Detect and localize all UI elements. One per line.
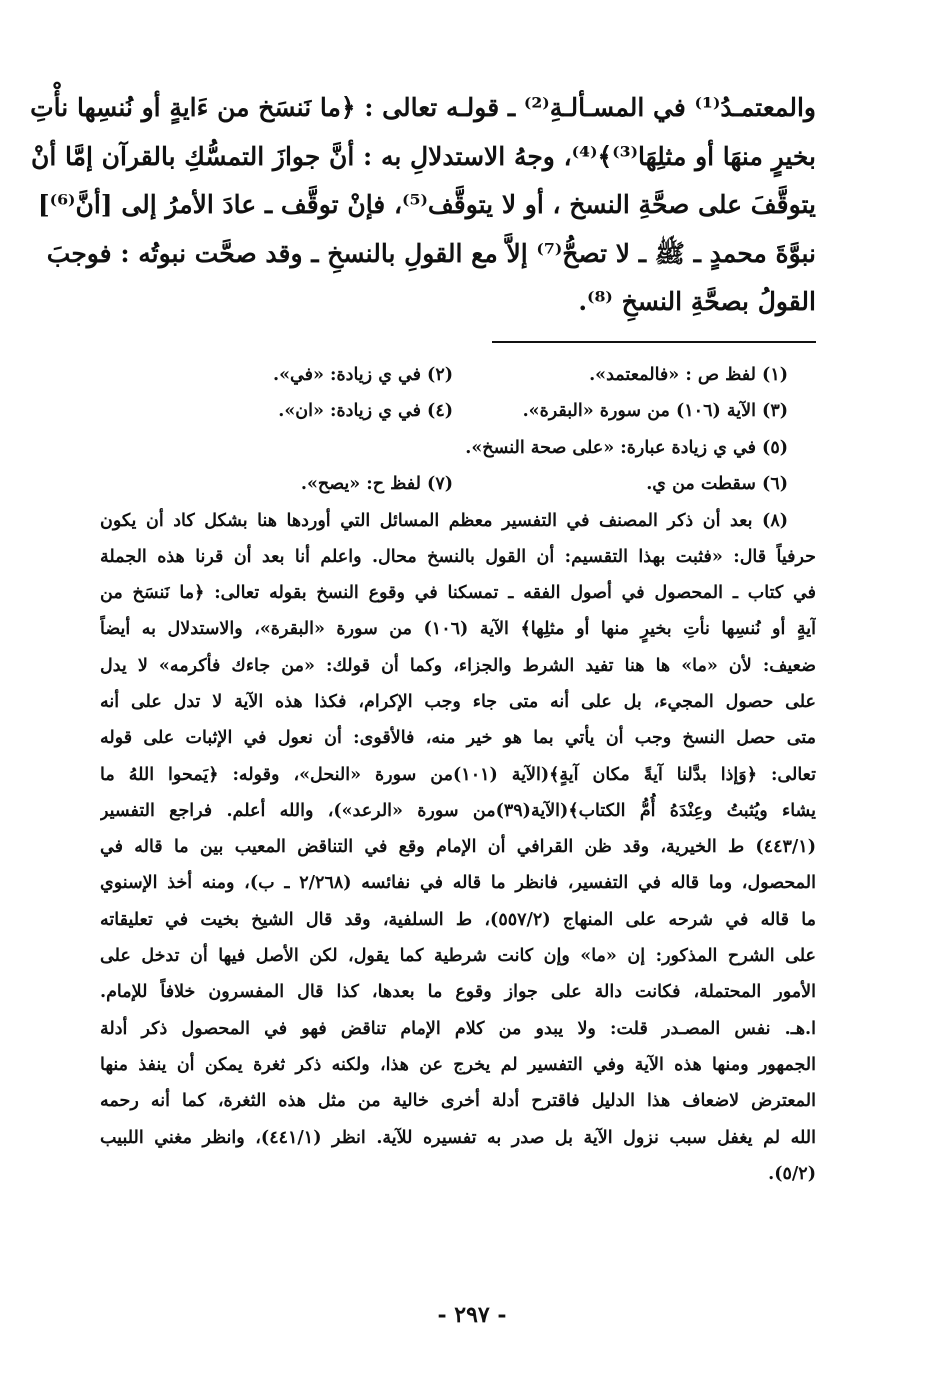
footnote-4: (٤) في ي زيادة: «ان». xyxy=(278,401,453,421)
main-line: القولُ بصحَّةِ النسخِ ⁽⁸⁾. xyxy=(578,287,816,316)
footnote-2: (٢) في ي زيادة: «في». xyxy=(273,364,453,385)
footnote-line: المعترض لاضعاف هذا الدليل فاقترح أدلة أخرى خالية من مثل هذه الثغرة، كما أنه رحمه xyxy=(100,1091,816,1112)
main-line: نبوَّةَ محمدٍ ـ ﷺ ـ لا تصحُّ⁽⁷⁾ إلاَّ مع القولِ بالنسخِ ـ وقد صحَّت نبوتُه : فوجبَ xyxy=(46,238,816,268)
footnote-line: آيةٍ أو نُنسِها نأتِ بخيرٍ منها أو مثلِها﴾ الآية (١٠٦) من سورة «البقرة»، والاستدلال به أيضاً xyxy=(100,619,816,640)
footnote-line: على حصول المجيء، بل على أنه متى جاء وجب الإكرام، فكذا هذه الآية لا تدل على أنه xyxy=(100,691,816,712)
footnote-line: حرفياً قال: «فثبت بهذا التقسيم: أن القول بالنسخ محال. واعلم أنا بعد أن قرنا هذه الجملة xyxy=(100,546,816,567)
footnote-divider xyxy=(492,341,816,343)
footnote-line: على الشرح المذكور: إن «ما» وإن كانت شرطية كما يقول، لكن الأصل فيها أن تدخل على xyxy=(100,946,816,967)
footnote-line: ضعيف: لأن «ما» ها هنا تفيد الشرط والجزاء، وكما أن قولك: «من جاءك فأكرمه» لا يدل xyxy=(100,655,816,676)
footnote-3: (٣) الآية (١٠٦) من سورة «البقرة». xyxy=(522,401,788,421)
footnote-line: في كتاب ـ المحصول في أصول الفقه ـ تمسكنا في وقوع النسخ بقوله تعالى: ﴿ما نَنسَخ من xyxy=(100,583,816,604)
footnote-line: (٨) بعد أن ذكر المصنف في التفسير معظم المسائل التي أوردها هنا بشكل كاد أن يكون xyxy=(100,510,788,531)
footnote-line: يشاء ويُثبتُ وعِنْدَهُ أُمُّ الكتاب﴾(الآية(٣٩)من سورة «الرعد»)، والله أعلم. فراجع التفسير xyxy=(100,800,816,821)
footnote-line: الجمهور ومنها هذه الآية وفي التفسير لم يخرج عن هذا، ولكنه ذكر ثغرة يمكن أن ينفذ منها xyxy=(100,1054,816,1075)
footnote-line: ما قاله في شرحه على المنهاج (٥٥٧/٢)، ط السلفية، وقد قال الشيخ بخيت في تعليقاته xyxy=(100,909,816,930)
footnote-line: متى حصل النسخ وجب أن يأتي بما هو خير منه، فالأقوى: أن نعول في الإثبات على قوله xyxy=(100,728,816,749)
footnote-8 xyxy=(100,503,816,1193)
footnote-line: (٤٤٣/١) ط الخيرية، وقد ظن القرافي أن الإمام وقع في التناقض المعيب بين ما قاله في xyxy=(100,837,816,858)
footnote-line: الأمور المحتملة، فكانت دالة على جواز وقوع ما بعدها، كذا قال المفسرون خلافاً للإمام. xyxy=(100,982,816,1003)
main-line: يتوقَّفَ على صحَّةِ النسخ ، أو لا يتوقَّف⁽⁵⁾، فإنْ توقَّف ـ عادَ الأمرُ إلى [أنَّ⁽⁶⁾] xyxy=(37,190,816,219)
footnote-1: (١) لفظ ص : «فالمعتمد». xyxy=(589,364,788,385)
page-number: - ٢٩٧ - xyxy=(437,1302,507,1328)
footnote-5: (٥) في ي زيادة عبارة: «على صحة النسخ». xyxy=(465,437,788,458)
main-text xyxy=(30,84,816,327)
main-line: بخيرٍ منهَا أو مثلِهَا⁽³⁾﴾⁽⁴⁾، وجهُ الاستدلالِ به : أنَّ جوازَ التمسُّكِ بالقرآن إمَّا أنْ xyxy=(30,141,816,171)
footnote-line: تعالى: ﴿وَإذا بدَّلنا آيةً مكان آيةٍ﴾(الآية (١٠١)من سورة «النحل»، وقوله: ﴿يَمحوا اللهُ ما xyxy=(100,764,816,785)
footnote-line: (٥/٢). xyxy=(768,1163,816,1184)
short-footnotes xyxy=(100,357,816,503)
footnote-7: (٧) لفظ ح: «يصح». xyxy=(300,474,453,494)
footnote-line: الله لم يغفل سبب نزول الآية بل صدر به تفسيره للآية. انظر (٤٤١/١)، وانظر مغني اللبيب xyxy=(100,1127,816,1148)
main-line: والمعتمـدُ⁽¹⁾ في المسـألـةِ⁽²⁾ ـ قولـه تعالى : ﴿ما نَنسَخ من ءَايةٍ أو نُنسِها نأْتِ xyxy=(30,93,816,122)
footnote-line: ا.هـ. نفس المصـدر قلت: ولا يبدو من كلام الإمام تناقض فهو في المحصول ذكر أدلة xyxy=(100,1018,816,1039)
footnote-6: (٦) سقطت من ي. xyxy=(646,474,788,494)
footnote-line: المحصول، وما قاله في التفسير، فانظر ما قاله في نفائسه (٢/٢٦٨ ـ ب)، ومنه أخذ الإسنوي xyxy=(100,873,816,894)
